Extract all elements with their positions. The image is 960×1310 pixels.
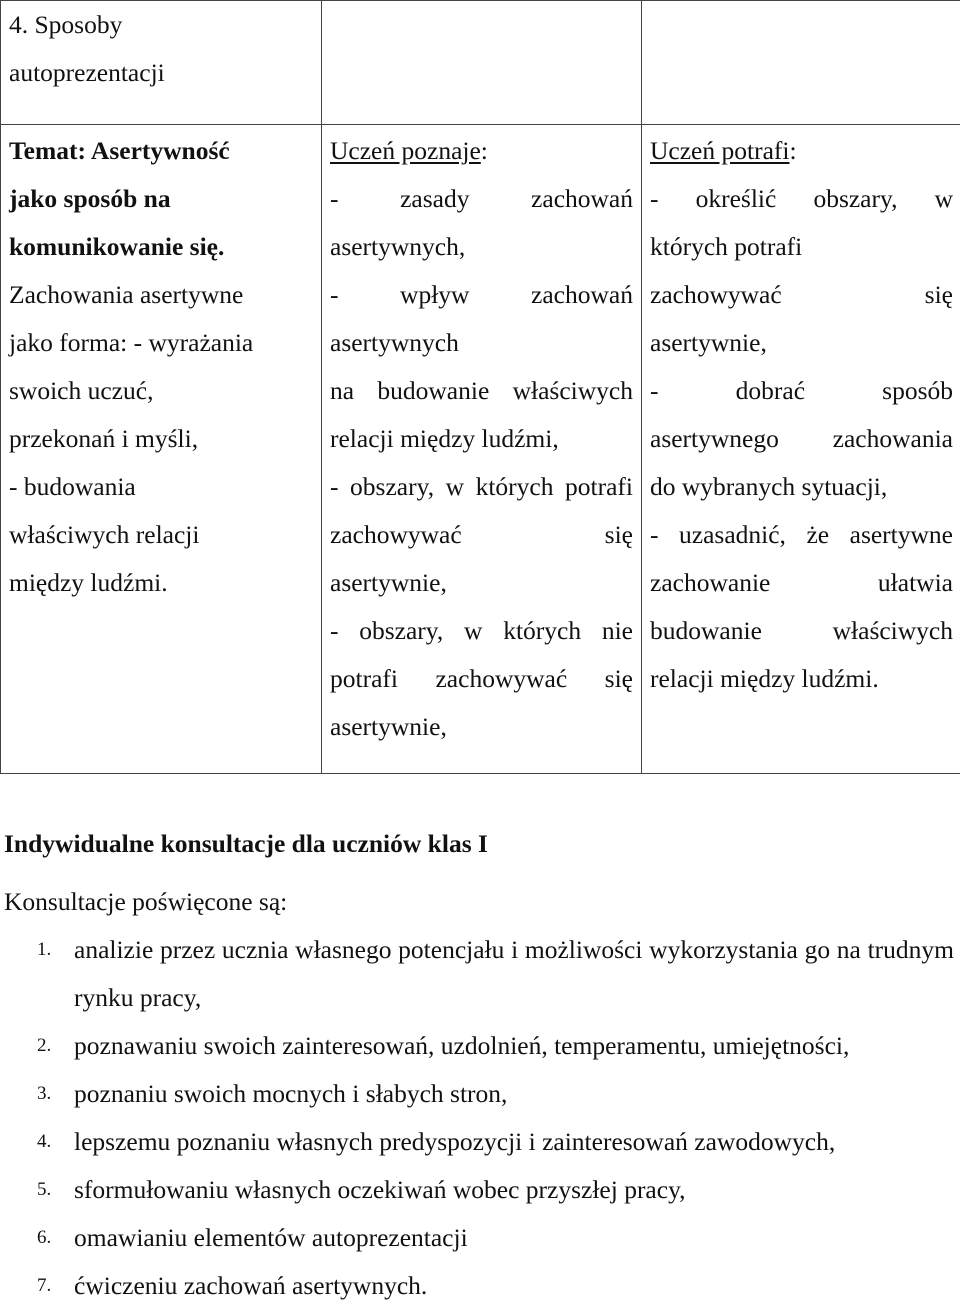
list-number: 1.: [37, 926, 51, 974]
topic-line: właściwych relacji: [9, 511, 313, 559]
topic-line: między ludźmi.: [9, 559, 313, 607]
skills-line: - określić obszary, w: [650, 175, 953, 223]
empty-cell: [322, 1, 642, 125]
knowledge-line: zachowywać się: [330, 511, 633, 559]
list-item: [4, 1022, 954, 1070]
knowledge-line: potrafi zachowywać się: [330, 655, 633, 703]
knowledge-line: - obszary, w których nie: [330, 607, 633, 655]
list-text: ćwiczeniu zachowań asertywnych.: [4, 1262, 954, 1310]
list-item: [4, 1118, 954, 1166]
section-heading: Indywidualne konsultacje dla uczniów klas I: [4, 820, 954, 868]
table-row: [1, 1, 960, 125]
skills-line: do wybranych sytuacji,: [650, 463, 953, 511]
list-item: [4, 1166, 954, 1214]
knowledge-line: na budowanie właściwych: [330, 367, 633, 415]
skills-line: zachowywać się: [650, 271, 953, 319]
topic-cell: [1, 125, 322, 774]
skills-line: asertywnego zachowania: [650, 415, 953, 463]
skills-line: zachowanie ułatwia: [650, 559, 953, 607]
list-text: analizie przez ucznia własnego potencjału i możliwości wykorzystania go na trudnym rynku pracy,: [4, 926, 954, 1022]
list-number: 6.: [37, 1214, 51, 1262]
list-text: sformułowaniu własnych oczekiwań wobec przyszłej pracy,: [4, 1166, 954, 1214]
module-title-line: autoprezentacji: [9, 49, 313, 97]
knowledge-line: - wpływ zachowań: [330, 271, 633, 319]
table-row: [1, 125, 960, 774]
list-number: 5.: [37, 1166, 51, 1214]
list-number: 2.: [37, 1022, 51, 1070]
knowledge-cell: [322, 125, 642, 774]
skills-line: których potrafi: [650, 223, 953, 271]
module-title-cell: [1, 1, 322, 125]
section-intro: Konsultacje poświęcone są:: [4, 878, 954, 926]
topic-line: Zachowania asertywne: [9, 271, 313, 319]
topic-line: jako forma: - wyrażania: [9, 319, 313, 367]
knowledge-line: asertywnie,: [330, 703, 633, 751]
knowledge-line: asertywnych: [330, 319, 633, 367]
topic-line: swoich uczuć,: [9, 367, 313, 415]
knowledge-heading: Uczeń poznaje:: [330, 127, 633, 175]
consultation-list: [4, 926, 954, 1310]
skills-heading: Uczeń potrafi:: [650, 127, 953, 175]
knowledge-line: - zasady zachowań: [330, 175, 633, 223]
module-title-line: 4. Sposoby: [9, 1, 313, 49]
list-text: omawianiu elementów autoprezentacji: [4, 1214, 954, 1262]
topic-line: komunikowanie się.: [9, 223, 313, 271]
knowledge-line: asertywnie,: [330, 559, 633, 607]
skills-line: asertywnie,: [650, 319, 953, 367]
skills-line: relacji między ludźmi.: [650, 655, 953, 703]
list-text: lepszemu poznaniu własnych predyspozycji i zainteresowań zawodowych,: [4, 1118, 954, 1166]
list-text: poznaniu swoich mocnych i słabych stron,: [4, 1070, 954, 1118]
skills-line: budowanie właściwych: [650, 607, 953, 655]
skills-cell: [642, 125, 960, 774]
list-item: [4, 926, 954, 1022]
skills-line: - dobrać sposób: [650, 367, 953, 415]
knowledge-line: - obszary, w których potrafi: [330, 463, 633, 511]
list-number: 3.: [37, 1070, 51, 1118]
list-text: poznawaniu swoich zainteresowań, uzdolnień, temperamentu, umiejętności,: [4, 1022, 954, 1070]
topic-line: jako sposób na: [9, 175, 313, 223]
list-number: 4.: [37, 1118, 51, 1166]
topic-line: - budowania: [9, 463, 313, 511]
knowledge-line: asertywnych,: [330, 223, 633, 271]
empty-cell: [642, 1, 960, 125]
topic-line: przekonań i myśli,: [9, 415, 313, 463]
knowledge-line: relacji między ludźmi,: [330, 415, 633, 463]
list-number: 7.: [37, 1262, 51, 1310]
list-item: [4, 1214, 954, 1262]
list-item: [4, 1070, 954, 1118]
skills-line: - uzasadnić, że asertywne: [650, 511, 953, 559]
consultations-section: [4, 820, 954, 1310]
topic-line: Temat: Asertywność: [9, 127, 313, 175]
